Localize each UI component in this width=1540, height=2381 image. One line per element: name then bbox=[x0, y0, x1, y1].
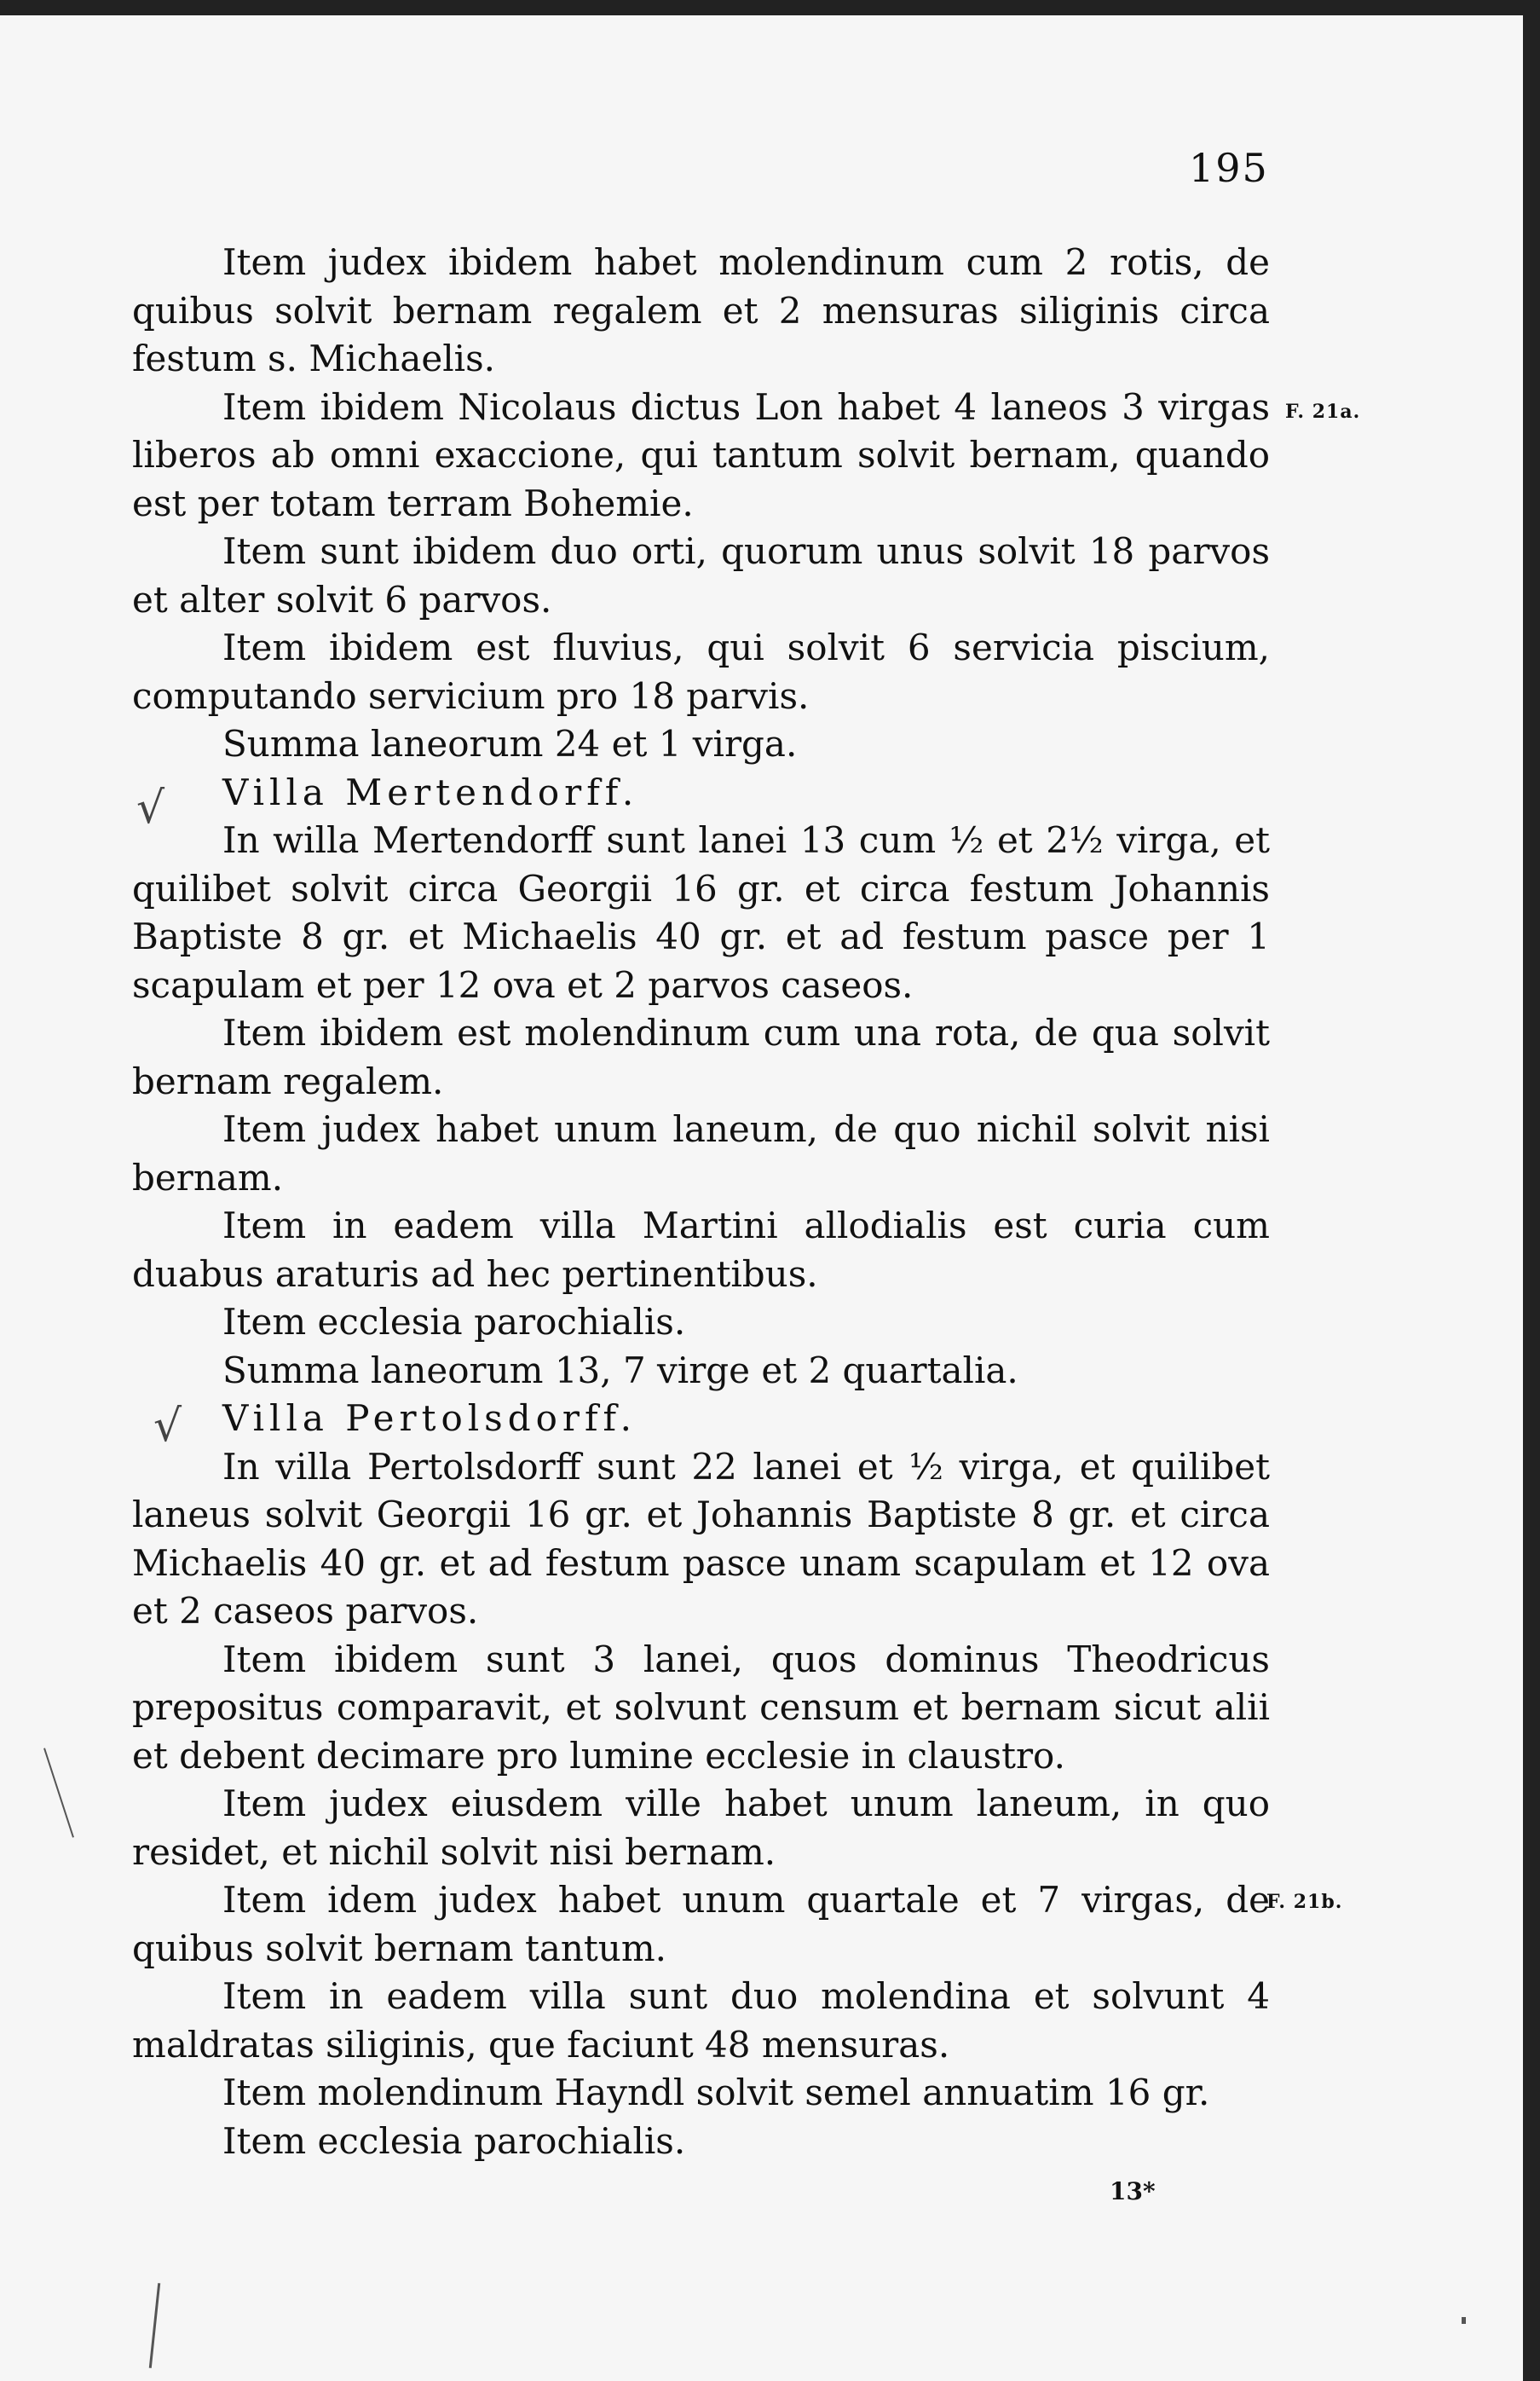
signature-mark: 13* bbox=[1110, 2177, 1156, 2205]
paragraph: Item molendinum Hayndl solvit semel annuatim 16 gr. bbox=[222, 2072, 1210, 2113]
summary-line: Summa laneorum 24 et 1 virga. bbox=[222, 723, 798, 765]
paragraph: Item ecclesia parochialis. bbox=[222, 1301, 686, 1343]
check-mark-icon: √ bbox=[153, 1401, 182, 1452]
paragraph: Item ibidem sunt 3 lanei, quos dominus Theodricus prepositus comparavit, et solvunt censum et bernam sicut alii et debent decimare pro lumine ecclesie in claustro. bbox=[132, 1638, 1270, 1777]
scan-artifact bbox=[1462, 2317, 1466, 2324]
paragraph: Item ibidem est fluvius, qui solvit 6 servicia piscium, computando servicium pro 18 parvis. bbox=[132, 627, 1270, 717]
paragraph: In willa Mertendorff sunt lanei 13 cum ½ et 2½ virga, et quilibet solvit circa Georgii 16 gr. et circa festum Johannis Baptiste 8 gr. et Michaelis 40 gr. et ad festum pasce per 1 scapulam et per 12 ova et 2 parvos caseos. bbox=[132, 819, 1270, 1006]
check-mark-icon: √ bbox=[136, 783, 165, 834]
section-heading: Villa Pertolsdorff. bbox=[222, 1397, 637, 1439]
paragraph: Item sunt ibidem duo orti, quorum unus solvit 18 parvos et alter solvit 6 parvos. bbox=[132, 530, 1270, 621]
paragraph: Item idem judex habet unum quartale et 7 virgas, de quibus solvit bernam tantum. bbox=[132, 1879, 1270, 1969]
section-heading: Villa Mertendorff. bbox=[222, 771, 639, 813]
scan-artifact bbox=[43, 1748, 74, 1837]
margin-note-f21b: F. 21b. bbox=[1266, 1891, 1343, 1913]
paragraph: Item in eadem villa Martini allodialis est curia cum duabus araturis ad hec pertinentibus. bbox=[132, 1205, 1270, 1295]
paragraph: Item ibidem Nicolaus dictus Lon habet 4 laneos 3 virgas liberos ab omni exaccione, qui tantum solvit bernam, quando est per totam terram Bohemie. bbox=[132, 385, 1270, 524]
paragraph: Item judex habet unum laneum, de quo nichil solvit nisi bernam. bbox=[132, 1108, 1270, 1199]
paragraph: In villa Pertolsdorff sunt 22 lanei et ½ virga, et quilibet laneus solvit Georgii 16 gr. et Johannis Baptiste 8 gr. et circa Michaelis 40 gr. et ad festum pasce unam scapulam et 12 ova et 2 caseos parvos. bbox=[132, 1445, 1270, 1632]
paragraph: Item in eadem villa sunt duo molendina et solvunt 4 maldratas siliginis, que faciunt 48 mensuras. bbox=[132, 1975, 1270, 2066]
paragraph: Item ecclesia parochialis. bbox=[222, 2119, 686, 2162]
paragraph: Item ibidem est molendinum cum una rota, de qua solvit bernam regalem. bbox=[132, 1012, 1270, 1102]
scan-artifact bbox=[149, 2283, 160, 2368]
page-number: 195 bbox=[1189, 145, 1269, 191]
page-body bbox=[132, 239, 1270, 2165]
paragraph: Item judex eiusdem ville habet unum laneum, in quo residet, et nichil solvit nisi bernam. bbox=[132, 1783, 1270, 1873]
paragraph: Item judex ibidem habet molendinum cum 2 rotis, de quibus solvit bernam regalem et 2 mensuras siliginis circa festum s. Michaelis. bbox=[132, 241, 1270, 379]
summary-line: Summa laneorum 13, 7 virge et 2 quartalia. bbox=[222, 1349, 1018, 1391]
margin-note-f21a: F. 21a. bbox=[1285, 401, 1361, 423]
